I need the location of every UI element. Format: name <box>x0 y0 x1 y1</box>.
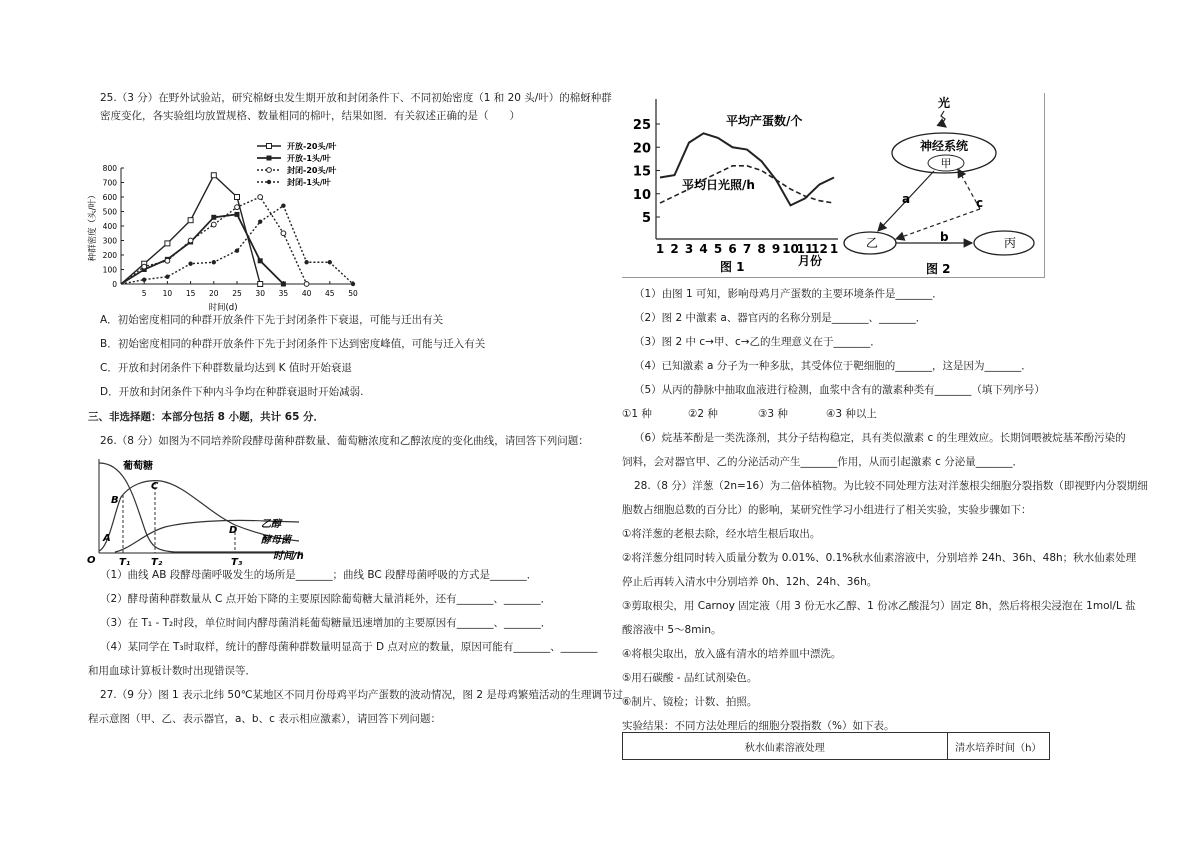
table-header-water-time: 清水培养时间（h） <box>947 733 1049 760</box>
yi-label: 乙 <box>865 236 879 250</box>
q25-point-marker <box>212 260 216 264</box>
q25-point-marker <box>267 180 271 184</box>
fig1-month-label: 1 <box>655 242 665 256</box>
yeast-label: 酵母菌 <box>261 535 291 546</box>
q25-point-marker <box>165 258 170 263</box>
q25-point-marker <box>258 282 263 287</box>
fig1-month-label: 4 <box>699 242 708 256</box>
q25-point-marker <box>188 218 193 223</box>
table-header-row <box>623 733 1050 760</box>
q25-point-marker <box>165 275 169 279</box>
q25-option-a: A．初始密度相同的种群开放条件下先于封闭条件下衰退，可能与迁出有关 <box>100 314 444 326</box>
label-b: b <box>940 230 949 244</box>
fig1-month-label: 10 <box>782 242 799 256</box>
q25-point-marker <box>165 241 170 246</box>
q25-point-marker <box>235 248 239 252</box>
q25-point-marker <box>328 260 332 264</box>
q25-series-line <box>121 206 353 284</box>
q25-point-marker <box>235 212 240 217</box>
q25-point-marker <box>188 238 193 243</box>
arrow-c-to-yi <box>896 209 980 239</box>
q28-step3-line1: ③剪取根尖，用 Carnoy 固定液（用 3 份无水乙醇、1 份冰乙酸混匀）固定 8h，然后将根尖浸泡在 1mol/L 盐 <box>622 600 1136 612</box>
q25-point-marker <box>281 231 286 236</box>
q25-ytick-label: 200 <box>102 251 117 260</box>
q25-xtick-label: 15 <box>185 289 196 298</box>
q25-xtick-label: 40 <box>301 289 312 298</box>
q25-point-marker <box>235 195 240 200</box>
ethanol-label: 乙醇 <box>261 519 281 530</box>
q25-ytick-label: 300 <box>102 236 117 246</box>
point-d-label: D <box>229 525 238 536</box>
t3-label: T₃ <box>231 557 243 568</box>
q27-sub3: （3）图 2 中 c→甲、c→乙的生理意义在于_______． <box>634 336 881 348</box>
q25-point-marker <box>142 264 147 269</box>
q25-xtick-label: 20 <box>209 289 219 298</box>
q25-point-marker <box>304 282 309 287</box>
point-c-label: C <box>151 481 159 492</box>
q27-sub2: （2）图 2 中激素 a、器官丙的名称分别是_______、_______． <box>634 312 927 324</box>
light-arrow <box>941 111 946 127</box>
q27-option-1: ①1 种 <box>622 408 652 420</box>
q27-stem-line1: 27.（9 分）图 1 表示北纬 50℃某地区不同月份母鸡平均产蛋数的波动情况，图 2 是母鸡繁殖活动的生理调节过 <box>100 689 623 701</box>
q25-ytick-label: 500 <box>102 207 117 217</box>
q25-point-marker <box>267 156 272 161</box>
light-label: 光 <box>937 96 951 110</box>
q25-point-marker <box>267 168 272 173</box>
q27-sub6-line1: （6）烷基苯酚是一类洗涤剂，其分子结构稳定，具有类似激素 c 的生理效应。长期饲喂被烷基苯酚污染的 <box>634 432 1126 444</box>
q25-point-marker <box>188 262 192 266</box>
q27-option-4: ④3 种以上 <box>826 408 877 420</box>
q25-point-marker <box>281 282 286 287</box>
q28-step5: ⑤用石碳酸 - 品红试剂染色。 <box>622 672 758 684</box>
q28-step3-line2: 酸溶液中 5～8min。 <box>622 624 722 636</box>
q28-step2-line2: 停止后再转入清水中分别培养 0h、12h、24h、36h。 <box>622 576 878 588</box>
q26-sub3: （3）在 T₁ - T₂时段，单位时间内酵母菌消耗葡萄糖量迅速增加的主要原因有_______、_______． <box>100 617 552 629</box>
q25-point-marker <box>351 282 355 286</box>
q26-sub2: （2）酵母菌种群数量从 C 点开始下降的主要原因除葡萄糖大量消耗外，还有_______、_______． <box>100 593 552 605</box>
q25-ytick-label: 400 <box>102 222 117 231</box>
q26-sub4: （4）某同学在 T₃时取样，统计的酵母菌种群数量明显高于 D 点对应的数量，原因可能有_______、_______ <box>100 641 598 653</box>
fig1-month-label: 11 <box>796 242 814 256</box>
q26-sub1: （1）曲线 AB 段酵母菌呼吸发生的场所是_______；曲线 BC 段酵母菌呼吸的方式是_______． <box>100 569 538 581</box>
q26-sub4-cont: 和用血球计算板计数时出现错误等． <box>88 665 256 677</box>
table-header-colchicine: 秋水仙素溶液处理 <box>623 733 948 760</box>
q25-point-marker <box>211 222 216 227</box>
q27-regulation-diagram <box>840 93 1044 277</box>
q27-sub1: （1）由图 1 可知，影响母鸡月产蛋数的主要环境条件是_______． <box>634 288 943 300</box>
t1-label: T₁ <box>119 557 131 568</box>
section-title: 三、非选择题：本部分包括 8 小题，共计 65 分． <box>88 411 325 423</box>
q27-option-2: ②2 种 <box>688 408 718 420</box>
q25-point-marker <box>258 258 263 263</box>
q28-stem-line1: 28.（8 分）洋葱（2n=16）为二倍体植物。为比较不同处理方法对洋葱根尖细胞分裂指数（即视野内分裂期细 <box>634 480 1148 492</box>
q25-option-b: B．初始密度相同的种群开放条件下先于封闭条件下达到密度峰值，可能与迁入有关 <box>100 338 486 350</box>
fig1-month-label: 2 <box>670 242 679 256</box>
sun-series-label: 平均日光照/h <box>682 178 755 192</box>
q28-step4: ④将根尖取出，放入盛有清水的培养皿中漂洗。 <box>622 648 842 660</box>
t2-label: T₂ <box>151 557 163 568</box>
nerve-system-label: 神经系统 <box>919 139 969 153</box>
glucose-label: 葡萄糖 <box>123 461 153 472</box>
q25-xtick-label: 50 <box>348 289 358 298</box>
fig1-month-label: 9 <box>771 242 781 256</box>
q27-option-3: ③3 种 <box>758 408 788 420</box>
fig1-ytick-label: 20 <box>632 141 651 157</box>
fig1-month-label: 12 <box>811 242 828 256</box>
q25-point-marker <box>304 260 308 264</box>
q26-yeast-figure <box>85 455 315 571</box>
q25-point-marker <box>258 219 262 223</box>
q25-xtick-label: 35 <box>278 289 289 298</box>
q25-xtick-label: 30 <box>255 289 265 298</box>
q27-sub5: （5）从丙的静脉中抽取血液进行检测，血浆中含有的激素种类有_______（填下列序号） <box>634 384 1045 396</box>
q25-point-marker <box>267 144 272 149</box>
glucose-curve <box>99 463 285 552</box>
q25-xtick-label: 5 <box>141 289 147 298</box>
q26-stem: 26.（8 分）如图为不同培养阶段酵母菌种群数量、葡萄糖浓度和乙醇浓度的变化曲线，请回答下列问题： <box>100 435 589 447</box>
jia-label: 甲 <box>940 157 952 170</box>
fig1-month-label: 1 <box>829 242 839 256</box>
q25-option-d: D．开放和封闭条件下种内斗争均在种群衰退时开始减弱. <box>100 386 364 398</box>
q25-xtick-label: 25 <box>232 289 242 298</box>
label-c: c <box>976 196 984 210</box>
point-a-label: A <box>103 533 111 544</box>
fig1-month-label: 5 <box>713 242 723 256</box>
fig1-ytick-label: 25 <box>632 118 651 133</box>
fig1-ytick-label: 10 <box>632 187 651 203</box>
fig1-month-label: 7 <box>742 242 752 256</box>
q27-sub4: （4）已知激素 a 分子为一种多肽，其受体位于靶细胞的_______，这是因为_______． <box>634 360 1032 372</box>
fig1-ytick-label: 15 <box>632 164 651 180</box>
q25-xtick-label: 45 <box>325 289 335 298</box>
q25-point-marker <box>281 204 285 208</box>
q28-step2-line1: ②将洋葱分组同时转入质量分数为 0.01%、0.1%秋水仙素溶液中，分别培养 24h、36h、48h；秋水仙素处理 <box>622 552 1137 564</box>
q25-density-chart <box>85 138 375 316</box>
q28-results-table <box>622 732 1050 760</box>
q25-series <box>121 173 355 287</box>
q25-stem-line2: 密度变化，各实验组均放置规格、数量相同的棉叶，结果如图．有关叙述正确的是（ ） <box>100 110 520 122</box>
q25-ytick-label: 0 <box>112 280 117 289</box>
fig1-month-label: 6 <box>728 242 737 256</box>
q27-egg-sunlight-chart <box>622 93 842 277</box>
q25-xlabel: 时间(d) <box>208 303 238 313</box>
q25-point-marker <box>142 277 146 281</box>
q28-step6: ⑥制片、镜检；计数、拍照。 <box>622 696 758 708</box>
q25-legend-label: 封闭-1头/叶 <box>287 178 331 187</box>
q25-point-marker <box>235 205 240 210</box>
fig1-series <box>660 133 834 205</box>
fig1-month-label: 3 <box>684 242 694 256</box>
q25-stem-line1: 25.（3 分）在野外试验站，研究棉蚜虫发生期开放和封闭条件下、不同初始密度（1 和 20 头/叶）的棉蚜种群 <box>100 92 612 104</box>
q25-legend-label: 开放-20头/叶 <box>287 142 337 151</box>
egg-count-line <box>660 133 834 205</box>
q28-step1: ①将洋葱的老根去除，经水培生根后取出。 <box>622 528 821 540</box>
q27-stem-line2: 程示意图（甲、乙、表示器官，a、b、c 表示相应激素），请回答下列问题： <box>88 713 441 725</box>
q25-point-marker <box>211 173 216 178</box>
q25-ytick-label: 700 <box>102 178 117 188</box>
bing-label: 丙 <box>1003 236 1017 250</box>
q25-ytick-label: 800 <box>102 164 117 173</box>
q25-legend-label: 封闭-20头/叶 <box>287 166 337 175</box>
q27-sub6-line2: 饲料，会对器官甲、乙的分泌活动产生_______作用，从而引起激素 c 分泌量_______． <box>622 456 1023 468</box>
egg-series-label: 平均产蛋数/个 <box>726 114 803 128</box>
fig2-caption: 图 2 <box>926 262 951 276</box>
fig1-caption: 图 1 <box>720 260 745 274</box>
q25-ylabel: 种群密度（头/叶） <box>88 190 98 262</box>
fig1-month-label: 8 <box>757 242 766 256</box>
q25-series-line <box>121 214 283 284</box>
q28-stem-line2: 胞数占细胞总数的百分比）的影响，某研究性学习小组进行了相关实验，实验步骤如下： <box>622 504 1032 516</box>
q25-xtick-label: 10 <box>162 289 173 298</box>
q25-legend <box>257 141 337 187</box>
point-b-label: B <box>111 495 119 506</box>
q25-point-marker <box>258 195 263 200</box>
q25-point-marker <box>211 215 216 220</box>
fig1-xunit: 月份 <box>798 254 823 268</box>
q25-ytick-label: 100 <box>102 265 117 275</box>
q25-ytick-label: 600 <box>102 193 117 202</box>
q26-xlabel: 时间/h <box>273 551 304 562</box>
q28-result-intro: 实验结果：不同方法处理后的细胞分裂指数（%）如下表。 <box>622 720 895 732</box>
origin-label: O <box>87 555 96 566</box>
label-a: a <box>902 192 911 206</box>
q25-series-line <box>121 197 307 284</box>
q25-option-c: C．开放和封闭条件下种群数量均达到 K 值时开始衰退 <box>100 362 352 374</box>
q25-legend-label: 开放-1头/叶 <box>287 154 331 163</box>
fig1-ytick-label: 5 <box>641 211 651 226</box>
